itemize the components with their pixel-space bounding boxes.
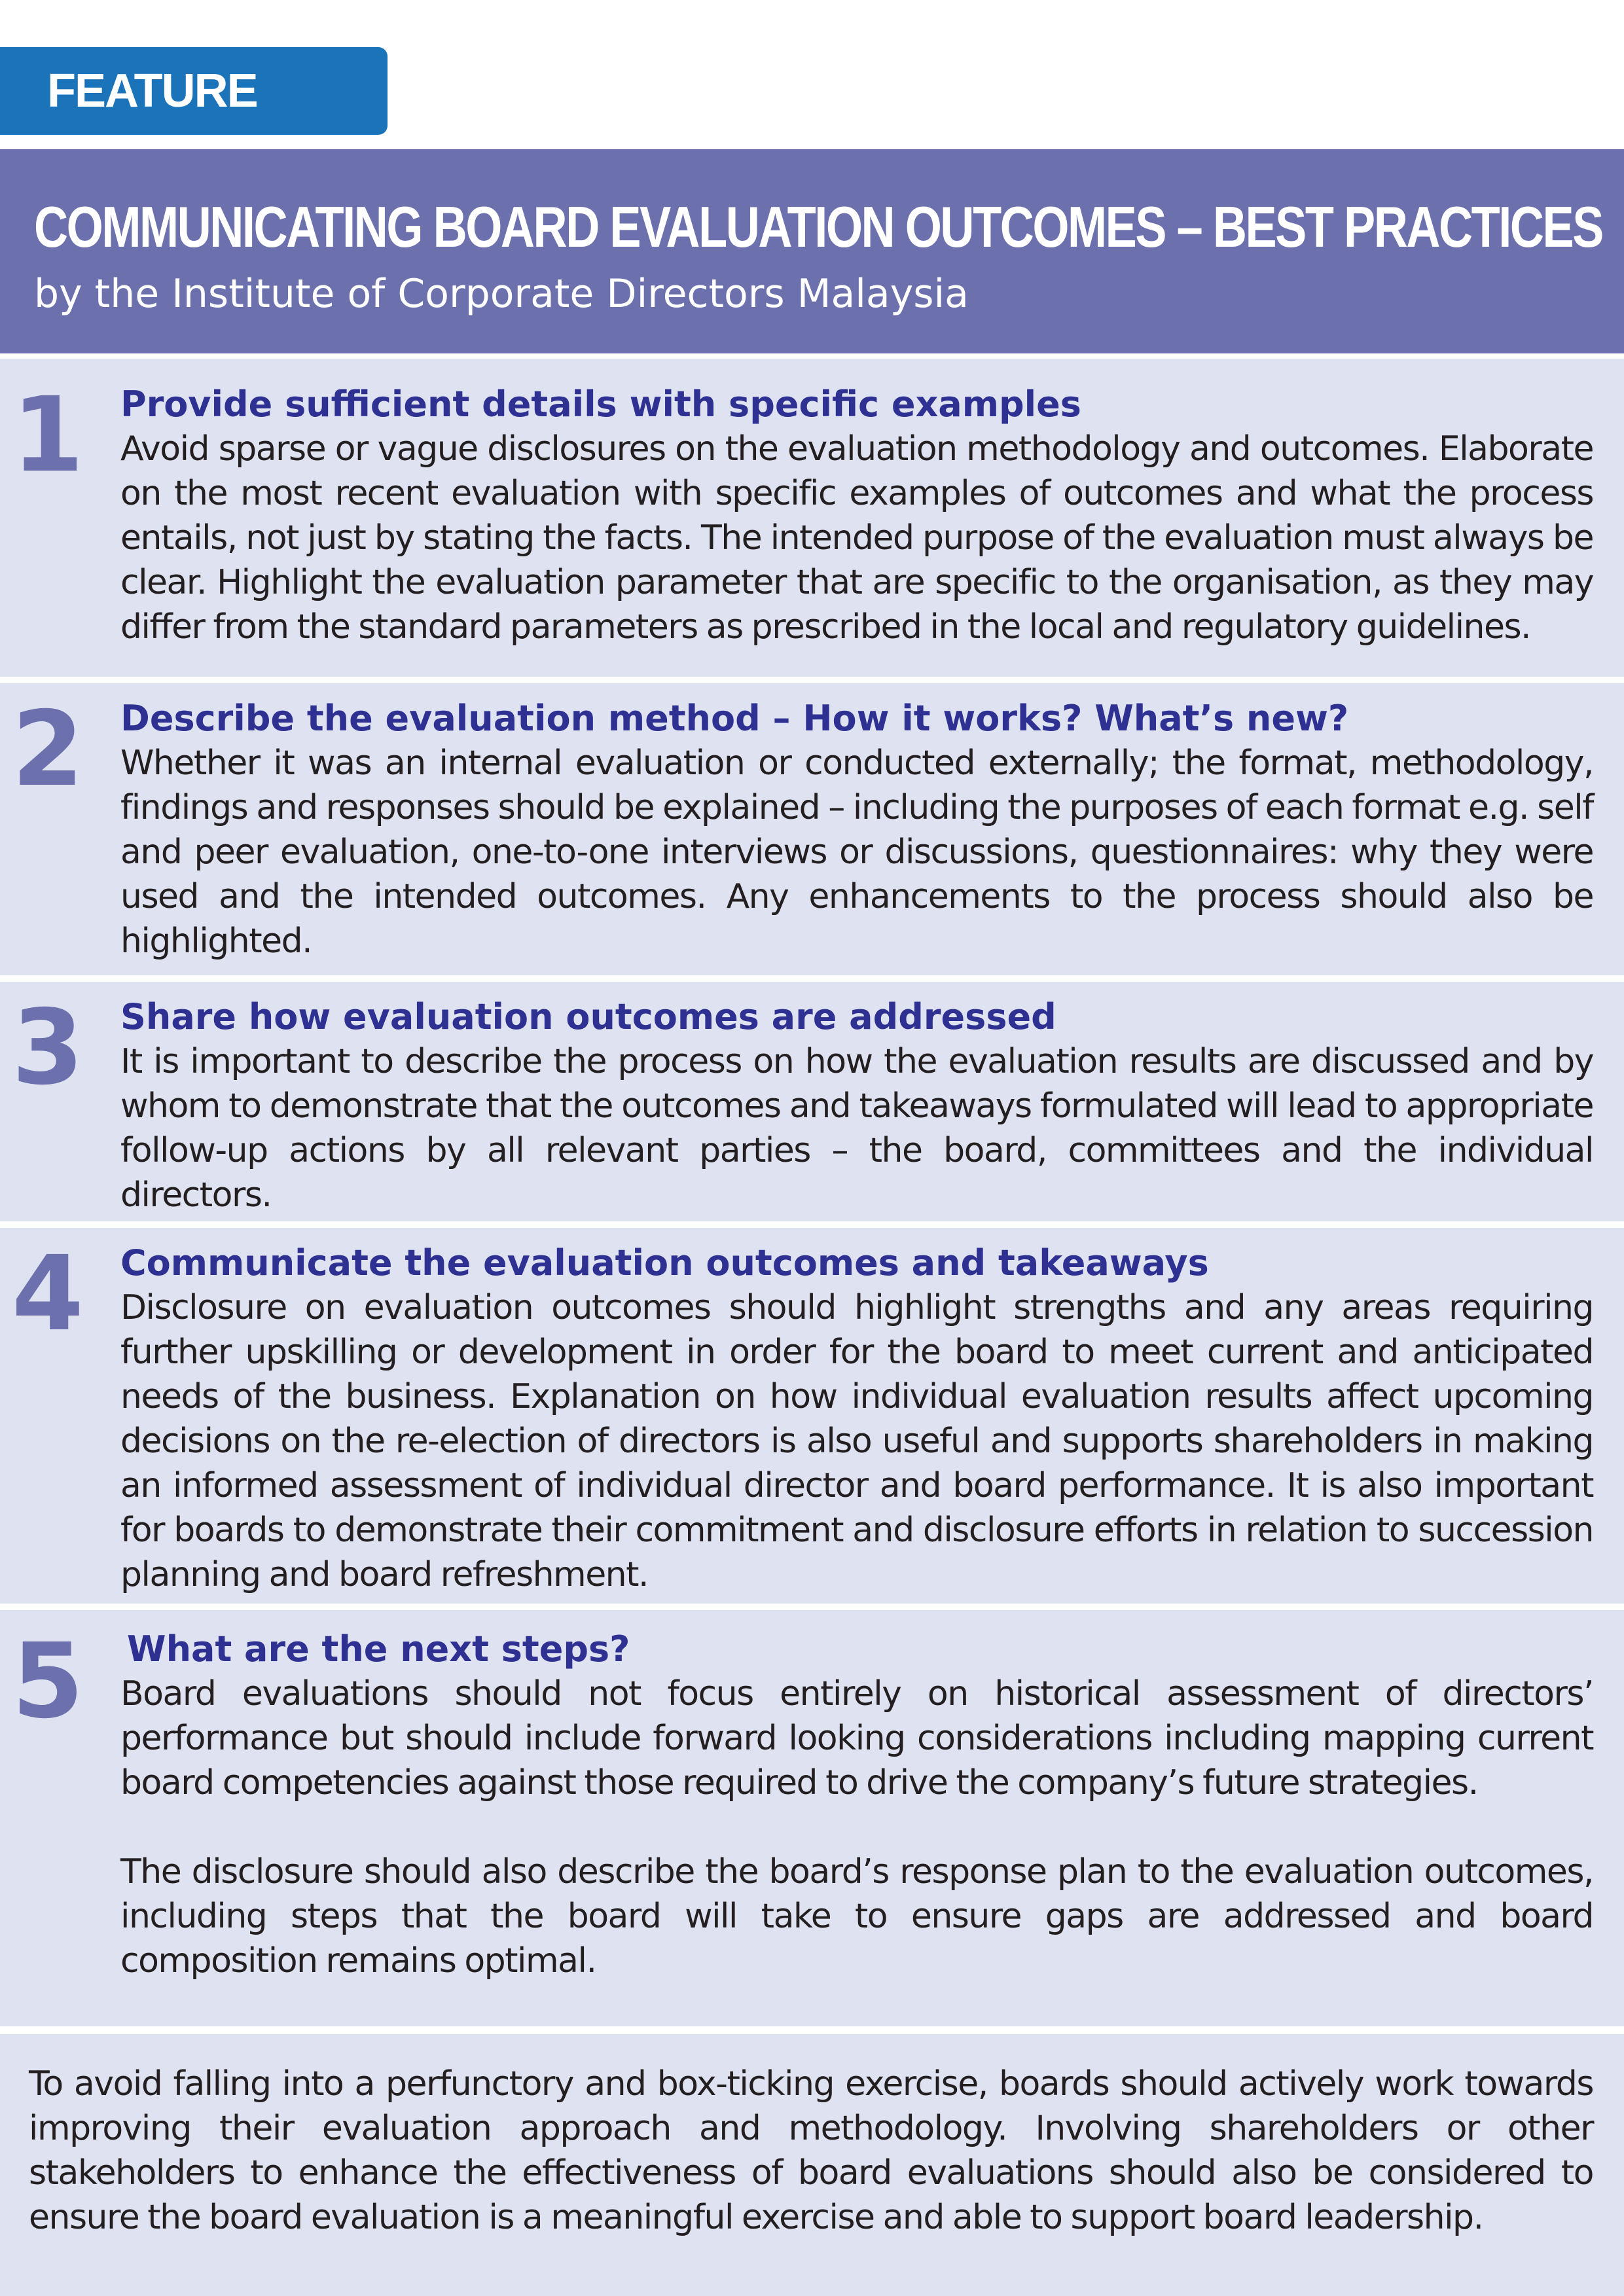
section-heading: Share how evaluation outcomes are addressed bbox=[120, 996, 1056, 1037]
feature-article-tag: FEATURE bbox=[0, 47, 388, 135]
section-body: Whether it was an internal evaluation or conducted externally; the format, methodology, findings and responses should be explained – including the purposes of each format e.g. self and peer evaluation, one-to-one interviews or discussions, questionnaires: why they were used and the intended outcomes. Any enhancements to the process should also be highlighted. bbox=[120, 744, 1593, 961]
section-body: Board evaluations should not focus entirely on historical assessment of directors’ performance but should include forward looking considerations including mapping current board competencies against those required to drive the company’s future strategies. bbox=[120, 1674, 1593, 1803]
section-body: It is important to describe the process on how the evaluation results are discussed and by whom to demonstrate that the outcomes and takeaways formulated will lead to appropriate follow-up actions by all relevant parties – the board, committees and the individual directors. bbox=[120, 1042, 1593, 1215]
section-body-continued: The disclosure should also describe the board’s response plan to the evaluation outcomes, including steps that the board will take to ensure gaps are addressed and board composition remains optimal. bbox=[120, 1852, 1593, 1981]
article-banner bbox=[0, 149, 1624, 353]
section-heading: Communicate the evaluation outcomes and takeaways bbox=[120, 1242, 1209, 1283]
section-number: 2 bbox=[12, 689, 84, 810]
section-number: 4 bbox=[12, 1234, 84, 1354]
section-heading: What are the next steps? bbox=[127, 1628, 630, 1670]
closing-paragraph: To avoid falling into a perfunctory and box-ticking exercise, boards should actively work towards improving their evaluation approach and methodology. Involving shareholders or other stakeholders to enhance the effectiveness of board evaluations should also be considered to ensure the board evaluation is a meaningful exercise and able to support board leadership. bbox=[29, 2064, 1593, 2237]
closing-box bbox=[0, 2034, 1624, 2296]
article-title: COMMUNICATING BOARD EVALUATION OUTCOMES – BEST PRACTICES bbox=[34, 194, 1602, 259]
practice-section-1 bbox=[0, 359, 1624, 677]
practice-section-4 bbox=[0, 1228, 1624, 1604]
section-number: 1 bbox=[12, 375, 84, 495]
practice-section-2 bbox=[0, 683, 1624, 975]
section-body: Avoid sparse or vague disclosures on the evaluation methodology and outcomes. Elaborate on the most recent evaluation with specific examples of outcomes and what the process entails, not just by stating the facts. The intended purpose of the evaluation must always be clear. Highlight the evaluation parameter that are specific to the organisation, as they may differ from the standard parameters as prescribed in the local and regulatory guidelines. bbox=[120, 429, 1593, 647]
section-number: 5 bbox=[12, 1621, 84, 1742]
article-byline: by the Institute of Corporate Directors Malaysia bbox=[34, 271, 969, 317]
section-heading: Describe the evaluation method – How it works? What’s new? bbox=[120, 698, 1349, 739]
section-body: Disclosure on evaluation outcomes should highlight strengths and any areas requiring further upskilling or development in order for the board to meet current and anticipated needs of the business. Explanation on how individual evaluation results affect upcoming decisions on the re-election of directors is also useful and supports shareholders in making an informed assessment of individual director and board performance. It is also important for boards to demonstrate their commitment and disclosure efforts in relation to succession planning and board refreshment. bbox=[120, 1288, 1593, 1594]
section-number: 3 bbox=[12, 988, 84, 1108]
section-heading: Provide sufficient details with specific examples bbox=[120, 384, 1081, 425]
practice-section-3 bbox=[0, 982, 1624, 1221]
practice-section-5 bbox=[0, 1610, 1624, 2026]
